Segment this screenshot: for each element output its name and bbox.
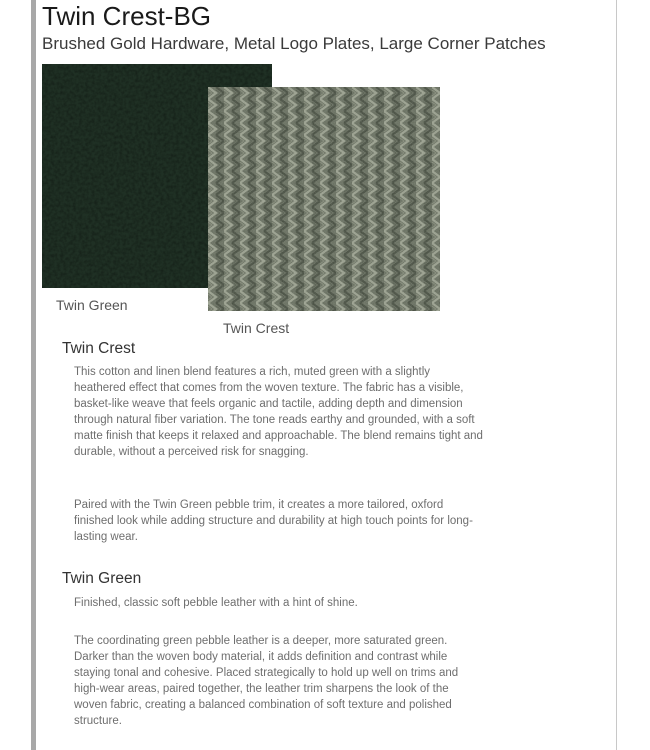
twin-crest-caption: Twin Crest (223, 320, 290, 336)
twin-green-caption: Twin Green (56, 297, 128, 313)
page-right-border (616, 0, 617, 750)
twin-green-description: The coordinating green pebble leather is a deeper, more saturated green. Darker than the woven body material, it adds definition and contrast while staying tonal and cohesive. Placed strategically to hold up well on trims and high-wear areas, paired together, the leather trim sharpens the look of the woven fabric, creating a balanced combination of soft texture and polished structure. (74, 635, 459, 727)
twin-crest-fabric-swatch (208, 87, 440, 311)
twin-crest-description: This cotton and linen blend features a rich, muted green with a slightly heathered effect that comes from the woven texture. The fabric has a visible, basket-like weave that feels organic and tactile, adding depth and dimension through natural fiber variation. The tone reads earthy and grounded, with a soft matte finish that keeps it relaxed and approachable. The blend remains tight and durable, without a perceived risk for snagging. (74, 366, 483, 458)
twin-crest-pairing-text: Paired with the Twin Green pebble trim, it creates a more tailored, oxford finished look while adding structure and durability at high touch points for long-lasting wear. (74, 499, 473, 543)
twin-crest-heading: Twin Crest (62, 340, 136, 357)
product-subtitle: Brushed Gold Hardware, Metal Logo Plates, Large Corner Patches (42, 34, 546, 53)
page-left-border (31, 0, 36, 750)
twin-green-heading: Twin Green (62, 570, 142, 587)
product-title: Twin Crest-BG (42, 1, 212, 31)
twin-green-summary: Finished, classic soft pebble leather with a hint of shine. (74, 597, 358, 609)
